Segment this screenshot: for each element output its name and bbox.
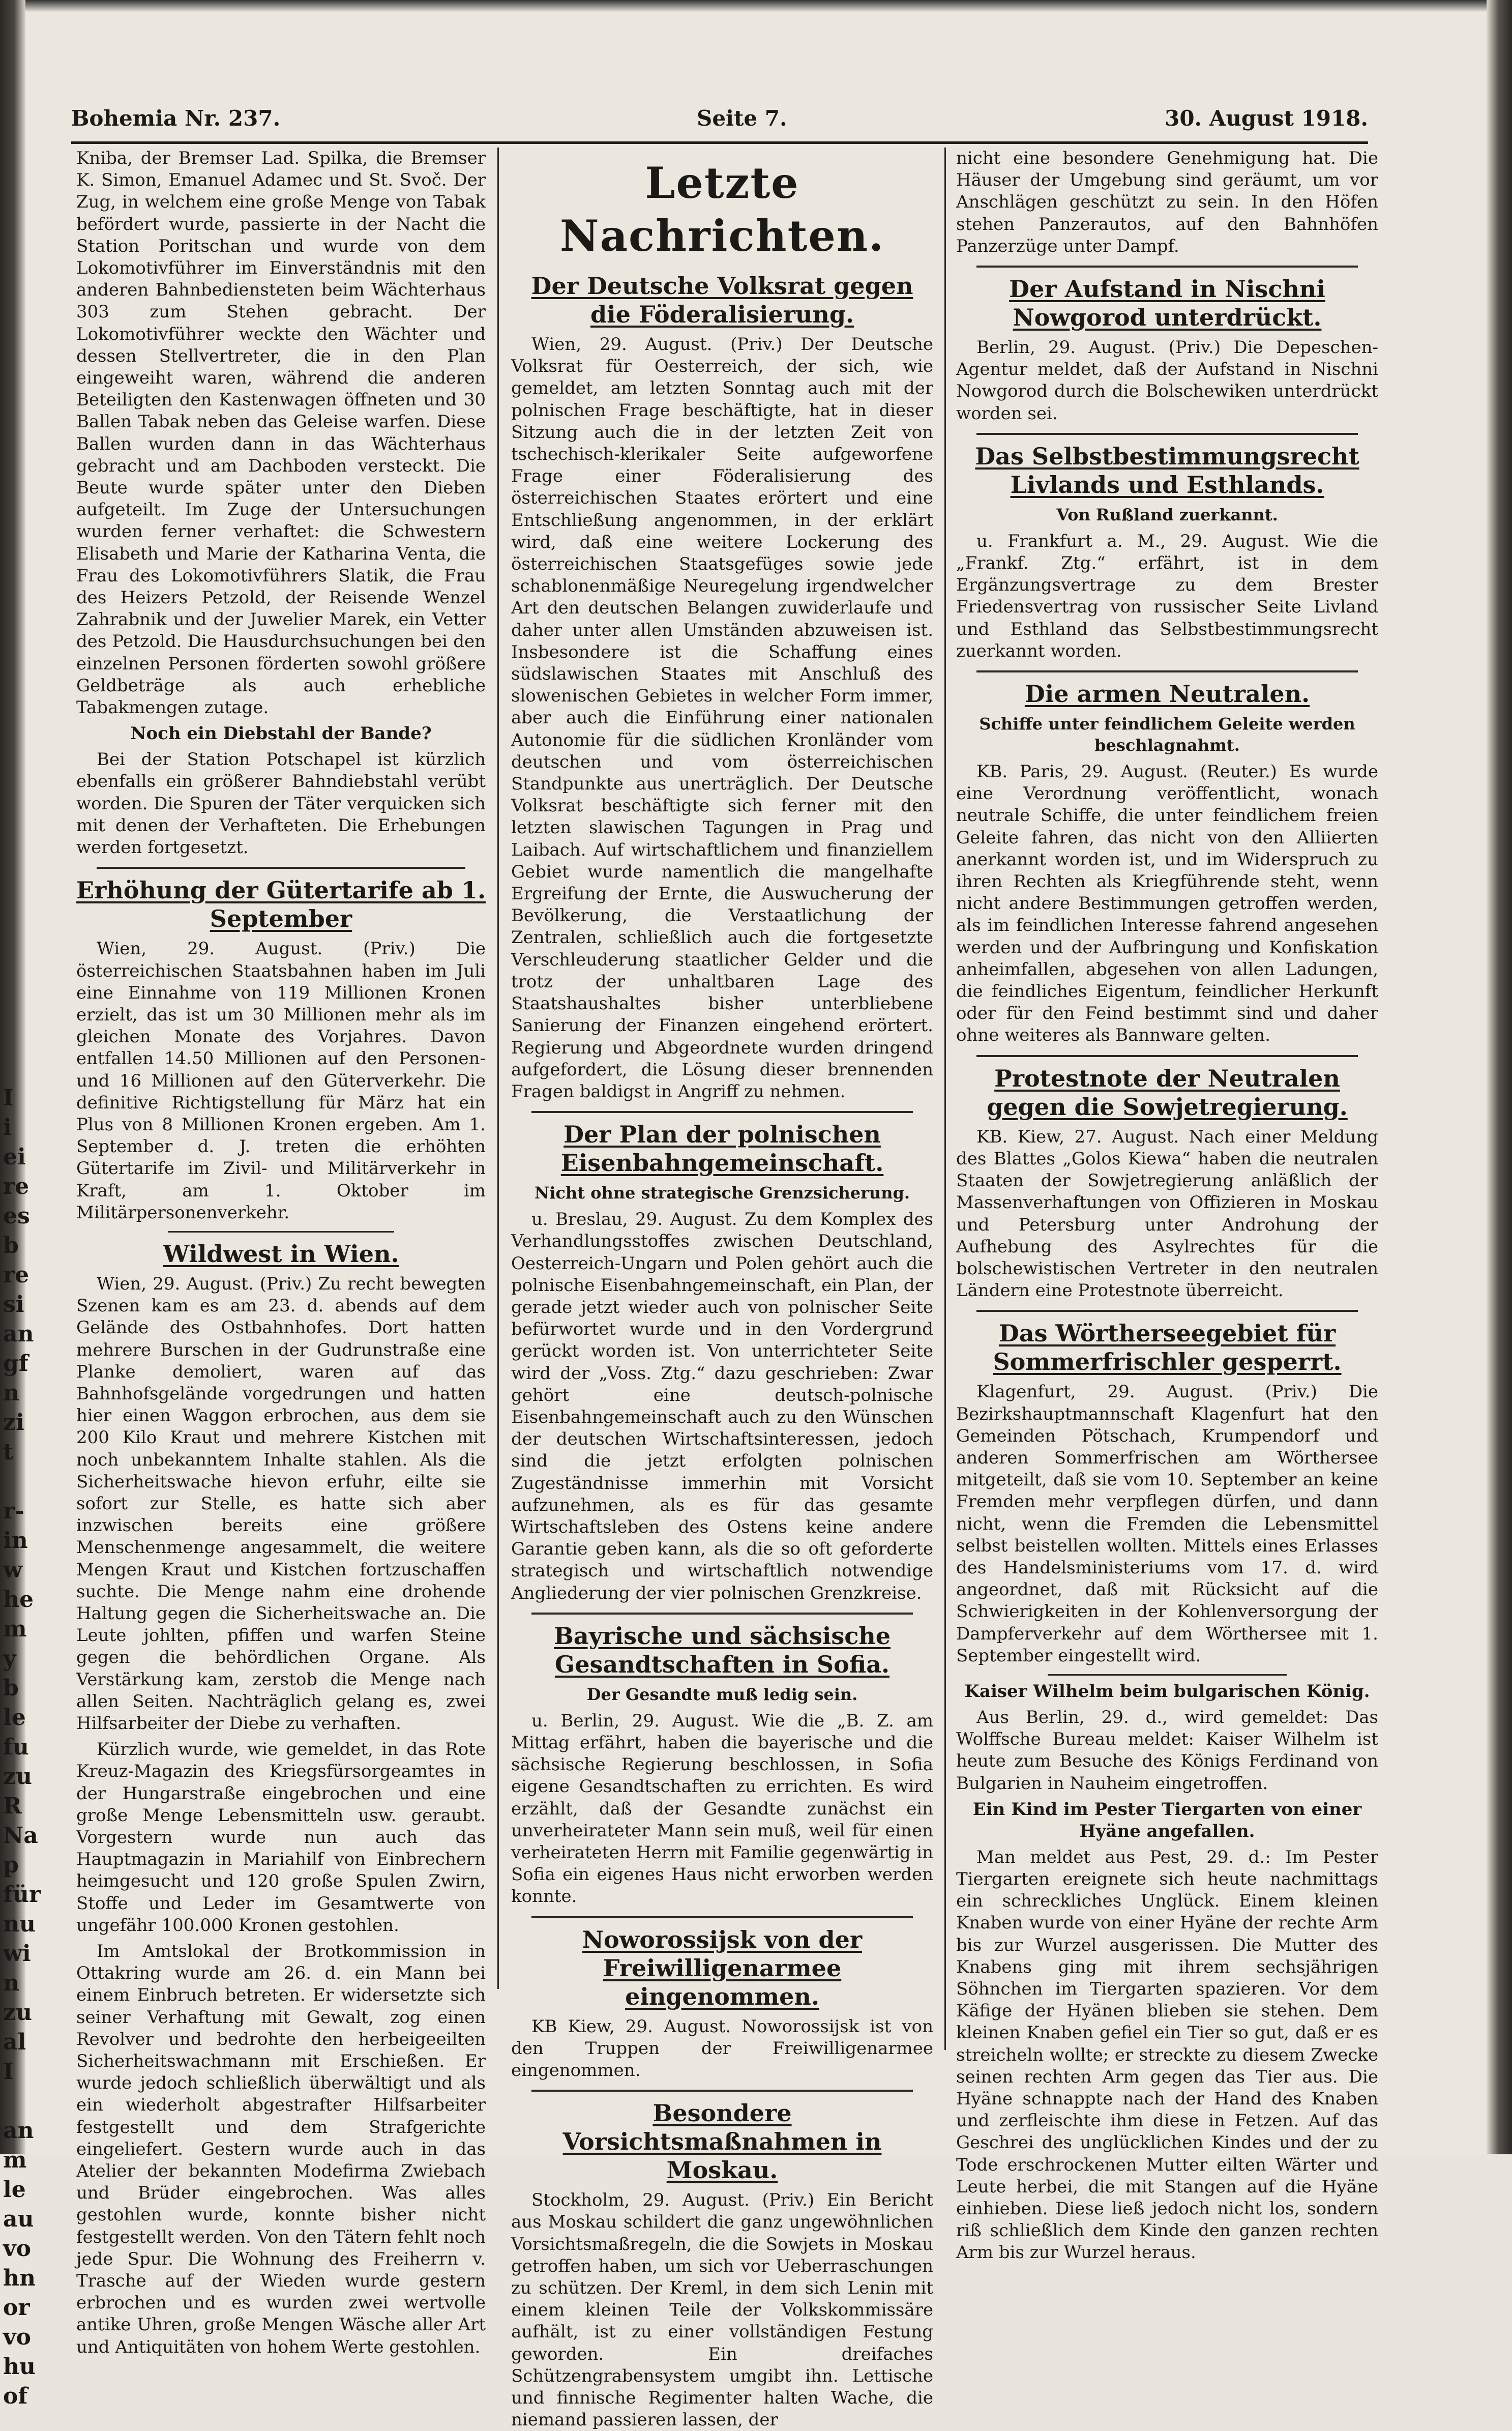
header-date: 30. August 1918.	[1165, 106, 1368, 131]
subheading: Ein Kind im Pester Tiergarten von einer Hyäne angefallen.	[972, 1799, 1362, 1841]
column-rule-2	[944, 148, 946, 2050]
article-text: Wien, 29. August. (Priv.) Zu recht bewegten Szenen kam es am 23. d. abends auf dem Gelände des Ostbahnhofes. Dort hatten mehrere Burschen in der Gudrunstraße eine Planke demoliert, waren auf das Bahnhofsgelände vorgedrungen und hatten hier einen Waggon erbrochen, aus dem sie 200 Kilo Kraut und mehrere Kistchen mit noch unbekanntem Inhalte stahlen. Als die Sicherheitswache hievon erfuhr, eilte sie sofort zur Stelle, es hatte sich aber inzwischen bereits eine größere Menschenmenge angesammelt, die weitere Mengen Kraut und Kistchen fortzuschaffen suchte. Die Menge nahm eine drohende Haltung gegen die Sicherheitswache an. Die Leute johlten, pfiffen und warfen Steine gegen die behördlichen Organe. Als Verstärkung kam, zerstob die Menge nach allen Seiten. Nachträglich gelang es, zwei Hilfsarbeiter der Diebe zu verhaften.	[76, 1273, 486, 1734]
article-divider	[976, 1055, 1358, 1057]
article-divider	[168, 1231, 394, 1233]
scan-edge-top	[0, 0, 1512, 12]
article-divider	[531, 1111, 913, 1113]
header-rule	[71, 141, 1368, 144]
article-headline: Das Wörtherseegebiet für Sommerfrischler gesperrt.	[993, 1320, 1342, 1376]
adjacent-page-fragment: I i ei re es b re si an gf n zi t r- in w he m y b le fu zu R Na p für nu wi n zu al I an m le au vo hn or vo hu of	[3, 1085, 41, 2409]
article-text: Berlin, 29. August. (Priv.) Die Depeschen-Agentur meldet, daß der Aufstand in Nischni Nowgorod durch die Bolschewiken unterdrückt worden sei.	[956, 337, 1378, 424]
article-headline: Besondere Vorsichtsmaßnahmen in Moskau.	[562, 2099, 882, 2184]
article-text: u. Frankfurt a. M., 29. August. Wie die „Frankf. Ztg.“ erfährt, ist in dem Ergänzungsvertrage zu dem Brester Friedensvertrag von russischer Seite Livland und Esthland das Selbstbestimmungsrecht zuerkannt worden.	[956, 531, 1378, 661]
article-headline: Wildwest in Wien.	[163, 1240, 399, 1268]
article-divider	[531, 1916, 913, 1918]
subheading: Kaiser Wilhelm beim bulgarischen König.	[964, 1681, 1370, 1702]
article-headline: Bayrische und sächsische Gesandtschaften in Sofia.	[554, 1622, 891, 1678]
section-title: Letzte Nachrichten.	[559, 158, 885, 261]
article-text: Wien, 29. August. (Priv.) Die österreichischen Staatsbahnen haben im Juli eine Einnahme von 119 Millionen Kronen erzielt, das ist um 30 Millionen mehr als im gleichen Monate des Vorjahres. Davon entfallen 14.50 Millionen auf den Personen- und 16 Millionen auf den Güterverkehr. Die definitive Richtigstellung für März hat ein Plus von 8 Millionen Kronen ergeben. Am 1. September d. J. treten die erhöhten Gütertarife im Zivil- und Militärverkehr in Kraft, am 1. Oktober im Militärpersonenverkehr.	[76, 939, 486, 1223]
article-text: KB. Kiew, 27. August. Nach einer Meldung des Blattes „Golos Kiewa“ haben die neutralen Staaten der Sowjetregierung anläßlich der Massenverhaftungen von Offizieren in Moskau und Petersburg unter Androhung der Aufhebung des Asylrechtes für die bolschewistischen Vertreter in den neutralen Ländern eine Protestnote überreicht.	[956, 1126, 1378, 1301]
article-headline: Das Selbstbestimmungsrecht Livlands und Esthlands.	[975, 442, 1359, 499]
page-header	[71, 102, 1368, 137]
article-text: u. Berlin, 29. August. Wie die „B. Z. am Mittag erfährt, haben die bayerische und die sächsische Regierung beschlossen, in Sofia eigene Gesandtschaften zu errichten. Es wird erzählt, daß der Gesandte zunächst ein unverheirateter Mann sein muß, weil für einen verheirateten Herrn mit Familie gegenwärtig in Sofia ein eigenes Haus nicht erworben werden konnte.	[511, 1710, 933, 1907]
subheading: Noch ein Diebstahl der Bande?	[130, 723, 432, 744]
column-rule-1	[497, 148, 499, 1989]
article-headline: Noworossijsk von der Freiwilligenarmee eingenommen.	[582, 1925, 863, 2010]
article-headline: Protestnote der Neutralen gegen die Sowjetregierung.	[987, 1064, 1348, 1121]
article-divider	[97, 867, 465, 869]
header-page-number: Seite 7.	[697, 106, 787, 131]
article-text: nicht eine besondere Genehmigung hat. Die Häuser der Umgebung sind geräumt, um vor Anschlägen geschützt zu sein. In den Höfen stehen Panzerautos, auf den Bahnhöfen Panzerzüge unter Dampf.	[956, 148, 1378, 256]
article-text: Bei der Station Potschapel ist kürzlich ebenfalls ein größerer Bahndiebstahl verübt worden. Die Spuren der Täter verquicken sich mit denen der Verhafteten. Die Erhebungen werden fortgesetzt.	[76, 749, 486, 858]
column-1	[76, 148, 486, 2357]
column-2	[511, 148, 933, 2430]
article-subtitle: Schiffe unter feindlichem Geleite werden beschlagnahmt.	[979, 714, 1355, 755]
article-text: Aus Berlin, 29. d., wird gemeldet: Das Wolffsche Bureau meldet: Kaiser Wilhelm ist heute zum Besuche des Königs Ferdinand von Bulgarien in Nauheim eingetroffen.	[956, 1707, 1378, 1794]
article-divider	[976, 266, 1358, 268]
article-headline: Der Deutsche Volksrat gegen die Föderalisierung.	[531, 272, 913, 328]
article-text: KB. Paris, 29. August. (Reuter.) Es wurde eine Verordnung veröffentlicht, wonach neutrale Schiffe, die unter feindlichem freien Geleite fahren, das nicht von den Alliierten anerkannt worden ist, und im Widerspruch zu ihren Rechten als Kriegführende steht, wenn nicht andere Bestimmungen getroffen werden, als im feindlichen Interesse fahrend angesehen werden und der Aufbringung und Konfiskation anheimfallen, abgesehen von allen Ladungen, die feindliches Eigentum, feindlicher Herkunft oder für den Feind bestimmt sind und daher ohne weiteres als Bannware gelten.	[956, 761, 1378, 1046]
article-headline: Die armen Neutralen.	[1024, 680, 1310, 708]
article-divider	[976, 1310, 1358, 1312]
article-subtitle: Nicht ohne strategische Grenzsicherung.	[535, 1183, 910, 1203]
article-divider	[1048, 1674, 1287, 1676]
article-text: Im Amtslokal der Brotkommission in Ottakring wurde am 26. d. ein Mann bei einem Einbruch betreten. Er widersetzte sich seiner Verhaftung mit Gewalt, zog einen Revolver und bedrohte den herbeigeeilten Sicherheitswachmann mit Erschießen. Er wurde jedoch schließlich überwältigt und als ein wiederholt abgestrafter Hilfsarbeiter festgestellt und dem Strafgerichte eingeliefert. Gestern wurde auch in das Atelier der bekannten Modefirma Zwiebach und Brüder eingebrochen. Was alles gestohlen wurde, konnte bisher nicht festgestellt werden. Von den Tätern fehlt noch jede Spur. Die Wohnung des Freiherrn v. Trasche auf der Wieden wurde gestern erbrochen und es wurden zwei wertvolle antike Uhren, große Mengen Wäsche aller Art und Antiquitäten von hohem Werte gestohlen.	[76, 1941, 486, 2357]
article-text: Klagenfurt, 29. August. (Priv.) Die Bezirkshauptmannschaft Klagenfurt hat den Gemeinden Pötschach, Krumpendorf und anderen Sommerfrischen am Wörthersee mitgeteilt, daß sie vom 10. September an keine Fremden mehr verpflegen dürfen, und dann nicht, wenn die Fremden die Lebensmittel selbst beistellen wollten. Mittels eines Erlasses des Handelsministeriums vom 17. d. wird angeordnet, daß mit Rücksicht auf die Schwierigkeiten in der Kohlenversorgung der Dampferverkehr auf dem Wörthersee mit 1. September eingestellt wird.	[956, 1382, 1378, 1666]
article-text: Kürzlich wurde, wie gemeldet, in das Rote Kreuz-Magazin des Kriegsfürsorgeamtes in der Hungarstraße eingebrochen und eine große Menge Lebensmitteln usw. geraubt. Vorgestern wurde nun auch das Hauptmagazin in Mariahilf von Einbrechern heimgesucht und 120 große Spulen Zwirn, Stoffe und Leder im Gesamtwerte von ungefähr 100.000 Kronen gestohlen.	[76, 1739, 486, 1936]
header-publication: Bohemia Nr. 237.	[71, 106, 281, 131]
article-subtitle: Von Rußland zuerkannt.	[1056, 505, 1278, 524]
article-text: Kniba, der Bremser Lad. Spilka, die Bremser K. Simon, Emanuel Adamec und St. Svoč. Der Zug, in welchem eine große Menge von Tabak befördert wurde, passierte in der Nacht die Station Poritschan und wurde von dem Lokomotivführer im Einverständnis mit den anderen Bahnbediensteten beim Wächterhaus 303 zum Stehen gebracht. Der Lokomotivführer weckte den Wächter und dessen Stellvertreter, die in den Plan eingeweiht waren, während die anderen Beteiligten den Kastenwagen öffneten und 30 Ballen Tabak neben das Geleise warfen. Diese Ballen wurden dann in das Wächterhaus gebracht und am Dachboden versteckt. Die Beute wurde später unter den Dieben aufgeteilt. Im Zuge der Untersuchungen wurden ferner verhaftet: die Schwestern Elisabeth und Marie der Katharina Venta, die Frau des Lokomotivführers Slatik, die Frau des Heizers Petzold, der Reisende Wenzel Zahrabnik und der Juwelier Marek, ein Vetter des Petzold. Die Hausdurchsuchungen bei den einzelnen Personen förderten sowohl größere Geldbeträge als auch erhebliche Tabakmengen zutage.	[76, 148, 486, 718]
article-text: KB Kiew, 29. August. Noworossijsk ist von den Truppen der Freiwilligenarmee eingenommen.	[511, 2016, 933, 2081]
article-text: Wien, 29. August. (Priv.) Der Deutsche Volksrat für Oesterreich, der sich, wie gemeldet, am letzten Sonntag auch mit der polnischen Frage beschäftigte, hat in dieser Sitzung auch die in der letzten Zeit von tschechisch-klerikaler Seite aufgeworfene Frage einer Föderalisierung des österreichischen Staates erörtert und eine Entschließung angenommen, in der erklärt wird, daß eine weitere Lockerung des österreichischen Staatsgefüges sowie jede schablonenmäßige Neuregelung irgendwelcher Art den deutschen Belangen zuwiderlaufe und daher unter allen Umständen abzuweisen ist. Insbesondere ist die Schaffung eines südslawischen Staates mit Anschluß des slowenischen Gebietes in welcher Form immer, aber auch die Einführung einer nationalen Autonomie für die südlichen Kronländer vom deutschen und vom österreichischen Standpunkte aus unerträglich. Der Deutsche Volksrat beschäftigte sich ferner mit den letzten slawischen Tagungen in Prag und Laibach. Auf wirtschaftlichem und finanziellem Gebiet wurde namentlich die mangelhafte Ergreifung der Ernte, die Auswucherung der Bevölkerung, die Verstaatlichung der Zentralen, schließlich auch die fortgesetzte Verschleuderung staatlicher Gelder und die trotz der unhaltbaren Lage des Staatshaushaltes bisher unterbliebene Sanierung der Finanzen eingehend erörtert. Regierung und Abgeordnete wurden dringend aufgefordert, die Lösung dieser brennenden Fragen baldigst in Angriff zu nehmen.	[511, 334, 933, 1102]
article-divider	[976, 670, 1358, 672]
article-divider	[531, 1613, 913, 1615]
article-headline: Der Aufstand in Nischni Nowgorod unterdrückt.	[1009, 275, 1325, 332]
article-text: Stockholm, 29. August. (Priv.) Ein Bericht aus Moskau schildert die ganz ungewöhnlichen Vorsichtsmaßregeln, die die Sowjets in Moskau getroffen haben, um sich vor Ueberraschungen zu schützen. Der Kreml, in dem sich Lenin mit einem kleinen Teile der Volkskommissäre aufhält, ist zu einer vollständigen Festung geworden. Ein dreifaches Schützengrabensystem umgibt ihn. Lettische und finnische Regimenter halten Wache, die niemand passieren lassen, der	[511, 2190, 933, 2430]
article-headline: Erhöhung der Gütertarife ab 1. September	[76, 876, 486, 933]
article-headline: Der Plan der polnischen Eisenbahngemeinschaft.	[560, 1121, 884, 1177]
article-subtitle: Der Gesandte muß ledig sein.	[586, 1684, 858, 1704]
article-divider	[976, 433, 1358, 435]
article-divider	[531, 2090, 913, 2092]
article-text: u. Breslau, 29. August. Zu dem Komplex des Verhandlungsstoffes zwischen Deutschland, Oesterreich-Ungarn und Polen gehört auch die polnische Eisenbahngemeinschaft, ein Plan, der gerade jetzt wieder auch von polnischer Seite befürwortet wurde und in den Vordergrund gerückt worden ist. Von unterrichteter Seite wird der „Voss. Ztg.“ dazu geschrieben: Zwar gehört eine deutsch-polnische Eisenbahngemeinschaft auch zu den Wünschen der deutschen Wirtschaftsinteressen, jedoch sind die jetzt erfolgten polnischen Zugeständnisse immerhin mit Vorsicht aufzunehmen, als es für das gesamte Wirtschaftsleben des Ostens keine andere Garantie geben kann, als die so oft geforderte strategisch und wirtschaftlich notwendige Angliederung der vier polnischen Grenzkreise.	[511, 1209, 933, 1603]
column-3	[956, 148, 1378, 2263]
article-text: Man meldet aus Pest, 29. d.: Im Pester Tiergarten ereignete sich heute nachmittags ein schreckliches Unglück. Einem kleinen Knaben wurde von einer Hyäne der rechte Arm bis zur Wurzel ausgerissen. Die Mutter des Knabens ging mit ihrem sechsjährigen Söhnchen im Tiergarten spazieren. Vor dem Käfige der Hyänen blieben sie stehen. Dem kleinen Knaben gefiel ein Tier so gut, daß er es streicheln wollte; er streckte zu diesem Zwecke seinen rechten Arm gegen das Tier aus. Die Hyäne schnappte nach der Hand des Knaben und zerfleischte ihm diese in Fetzen. Auf das Geschrei des unglücklichen Kindes und der zu Tode erschrockenen Mutter eilten Wärter und Leute herbei, die mit Stangen auf die Hyäne einhieben. Diese ließ jedoch nicht los, sondern riß schließlich dem Kinde den ganzen rechten Arm bis zur Wurzel heraus.	[956, 1847, 1378, 2263]
scan-edge-right	[1487, 0, 1512, 2154]
